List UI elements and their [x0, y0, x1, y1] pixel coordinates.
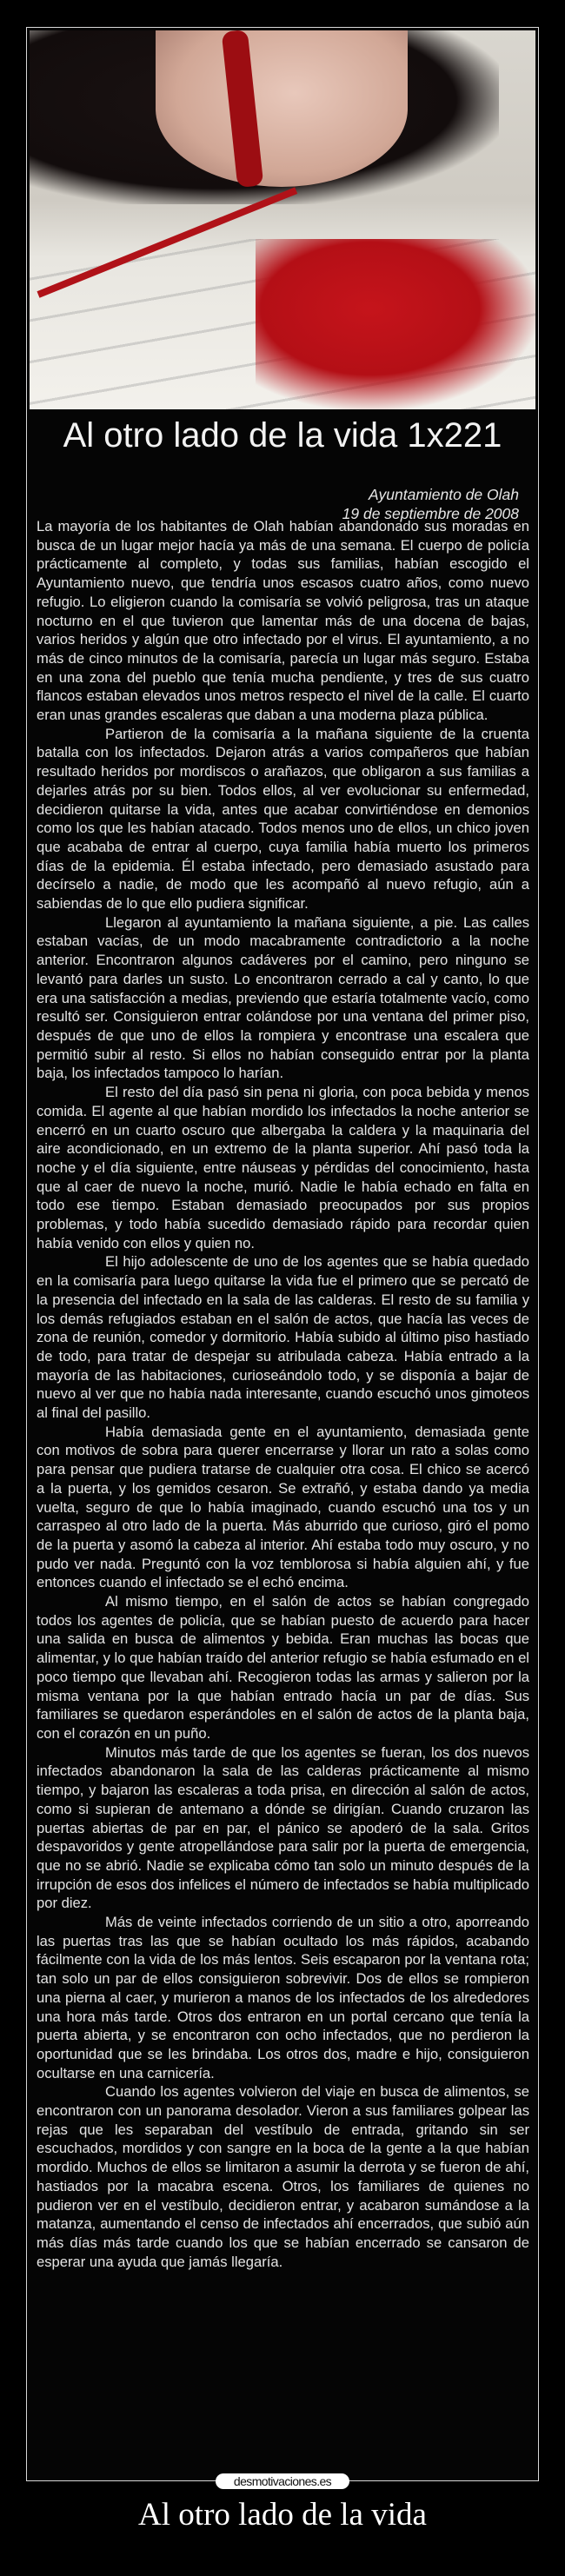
- poster-title: Al otro lado de la vida 1x221: [63, 416, 502, 455]
- watermark-logo: desmotivaciones.es: [216, 2473, 349, 2489]
- paragraph: Al mismo tiempo, en el salón de actos se habían congregado todos los agentes de policía, que se habían puesto de acuerdo para hacer una salida en busca de alimentos y bebida. Eran muchas las bocas que alimentar, y lo que habían traído del anterior refugio se había esfumado en el poco tiempo que llevaban ahí. Recogieron todas las armas y salieron por la misma ventana por la que habían entrado hacía un par de días. Sus familiares se quedaron esperándoles en el salón de actos de la planta baja, con el corazón en un puño.: [37, 1593, 529, 1742]
- location: Ayuntamiento de Olah: [368, 486, 519, 503]
- paragraph: Partieron de la comisaría a la mañana siguiente de la cruenta batalla con los infectados. Dejaron atrás a varios compañeros que habían resultado heridos por mordiscos o arañazos, que obligaron a sus familias a dejarles atrás por su bien. Todos ellos, al ver evolucionar su enfermedad, decidieron quitarse la vida, antes que acabar convirtiéndose en demonios como los que les habían atacado. Todos menos uno de ellos, un chico joven que acababa de entrar al cuerpo, cuya familia había muerto los primeros días de la epidemia. Él estaba infectado, pero demasiado asustado para decírselo a nadie, de modo que les acompañó al nuevo refugio, aún a sabiendas de lo que ello pudiera significar.: [37, 725, 529, 913]
- story-body: [37, 517, 529, 2271]
- poster-photo: [30, 30, 535, 409]
- paragraph: Llegaron al ayuntamiento la mañana siguiente, a pie. Las calles estaban vacías, de un modo macabramente contradictorio a la noche anterior. Encontraron algunos cadáveres por el camino, pero ninguno se levantó para darles un susto. Lo encontraron cerrado a cal y canto, lo que era una satisfacción a medias, previendo que estaría totalmente vacío, como resultó ser. Consiguieron entrar colándose por una ventana del primer piso, después de que uno de ellos la rompiera y encontrase una escalera que permitió subir al resto. Si ellos no habían conseguido entrar por la planta baja, los infectados tampoco lo harían.: [37, 913, 529, 1082]
- poster-frame: [26, 27, 539, 2481]
- paragraph: Había demasiada gente en el ayuntamiento, demasiada gente con motivos de sobra para querer encerrarse y llorar un rato a solas como para pensar que pudiera tratarse de cualquier otra cosa. El chico se acercó a la puerta, y los gemidos cesaron. Se extrañó, y estaba dando ya media vuelta, seguro de que lo había imaginado, cuando escuchó una tos y un carraspeo al otro lado de la puerta. Más aburrido que curioso, giró el pomo de la puerta y asomó la cabeza al interior. Ahí estaba todo muy oscuro, y no pudo ver nada. Preguntó con la voz temblorosa si había alguien ahí, y fue entonces cuando el infectado se el echó encima.: [37, 1423, 529, 1591]
- paragraph: Cuando los agentes volvieron del viaje en busca de alimentos, se encontraron con un panorama desolador. Vieron a sus familiares golpear las rejas que les separaban del vestíbulo de entrada, gritando sin ser escuchados, mordidos y con sangre en la boca de la gente a la que habían mordido. Muchos de ellos se limitaron a asumir la derrota y se fueron de ahí, hastiados por la macabra escena. Otros, los familiares de quienes no pudieron ver en el vestíbulo, decidieron entrar, y acabaron sumándose a la matanza, aumentando el censo de infectados ahí encerrados, que subió aún más días más tarde cuando los que se habían encerrado se cansaron de esperar una ayuda que jamás llegaría.: [37, 2083, 529, 2270]
- caption: Al otro lado de la vida: [138, 2497, 427, 2533]
- blood-pool: [256, 239, 535, 409]
- paragraph: La mayoría de los habitantes de Olah habían abandonado sus moradas en busca de un lugar mejor hacía ya más de una semana. El cuerpo de policía prácticamente al completo, y todas sus familias, habían escogido el Ayuntamiento nuevo, que tendría unos escasos cuatro años, como nuevo refugio. Lo eligieron cuando la comisaría se volvió peligrosa, tras un ataque nocturno en el que tuvieron que lamentar más de una docena de bajas, varios heridos y algún que otro infectado por el virus. El ayuntamiento, a no más de cinco minutos de la comisaría, parecía un lugar más seguro. Estaba en una zona del pueblo que tenía mucha pendiente, y tres de sus cuatro flancos estaban elevados unos metros respecto el nivel de la calle. El cuarto eran unas grandes escaleras que daban a una moderna plaza pública.: [37, 518, 529, 724]
- paragraph: El resto del día pasó sin pena ni gloria, con poca bebida y menos comida. El agente al que habían mordido los infectados la noche anterior se encerró en un cuarto oscuro que albergaba la caldera y la maquinaria del aire acondicionado, en un extremo de la planta superior. Ahí pasó toda la noche y el día siguiente, entre náuseas y pérdidas del conocimiento, hasta que al caer de nuevo la noche, murió. Nadie le había echado en falta en todo ese tiempo. Estaban demasiado preocupados por sus propios problemas, y todo había sucedido demasiado rápido para recordar quien había venido con ellos y quien no.: [37, 1084, 529, 1251]
- face-shape: [156, 30, 408, 187]
- paragraph: El hijo adolescente de uno de los agentes que se había quedado en la comisaría para luego quitarse la vida fue el primero que se percató de la presencia del infectado en la sala de las calderas. El resto de su familia y los demás refugiados estaban en el salón de actos, que hacía las veces de zona de reunión, comedor y dormitorio. Había subido al último piso hastiado de todo, para tratar de despejar su atribulada cabeza. Había entrado a la mayoría de las habitaciones, curioseándolo todo, y se disponía a bajar de nuevo al ver que no había nada interesante, cuando escuchó unos gimoteos al final del pasillo.: [37, 1253, 529, 1422]
- date: 19 de septiembre de 2008: [342, 505, 519, 522]
- paragraph: Más de veinte infectados corriendo de un sitio a otro, aporreando las puertas tras las que se habían ocultado los más rápidos, acabando fácilmente con la vida de los más lentos. Seis escaparon por la ventana rota; tan solo un par de ellos consiguieron sobrevivir. Dos de ellos se rompieron una pierna al caer, y murieron a manos de los infectados de los alrededores una hora más tarde. Otros dos entraron en un portal cercano que tenía la puerta abierta, y se encontraron con ocho infectados, que no perdieron la oportunidad que se les brindaba. Los otros dos, madre e hijo, consiguieron ocultarse en una carnicería.: [37, 1914, 529, 2081]
- paragraph: Minutos más tarde de que los agentes se fueran, los dos nuevos infectados abandonaron la sala de las calderas prácticamente al mismo tiempo, y bajaron las escaleras a toda prisa, en dirección al salón de actos, como si supieran de antemano a dónde se dirigían. Cuando cruzaron las puertas abiertas de par en par, el pánico se apoderó de la sala. Gritos despavoridos y gente atropellándose para salir por la puerta de emergencia, que no se abrió. Nadie se explicaba cómo tan solo un minuto después de la irrupción de esos dos infelices el número de infectados se había multiplicado por diez.: [37, 1743, 529, 1912]
